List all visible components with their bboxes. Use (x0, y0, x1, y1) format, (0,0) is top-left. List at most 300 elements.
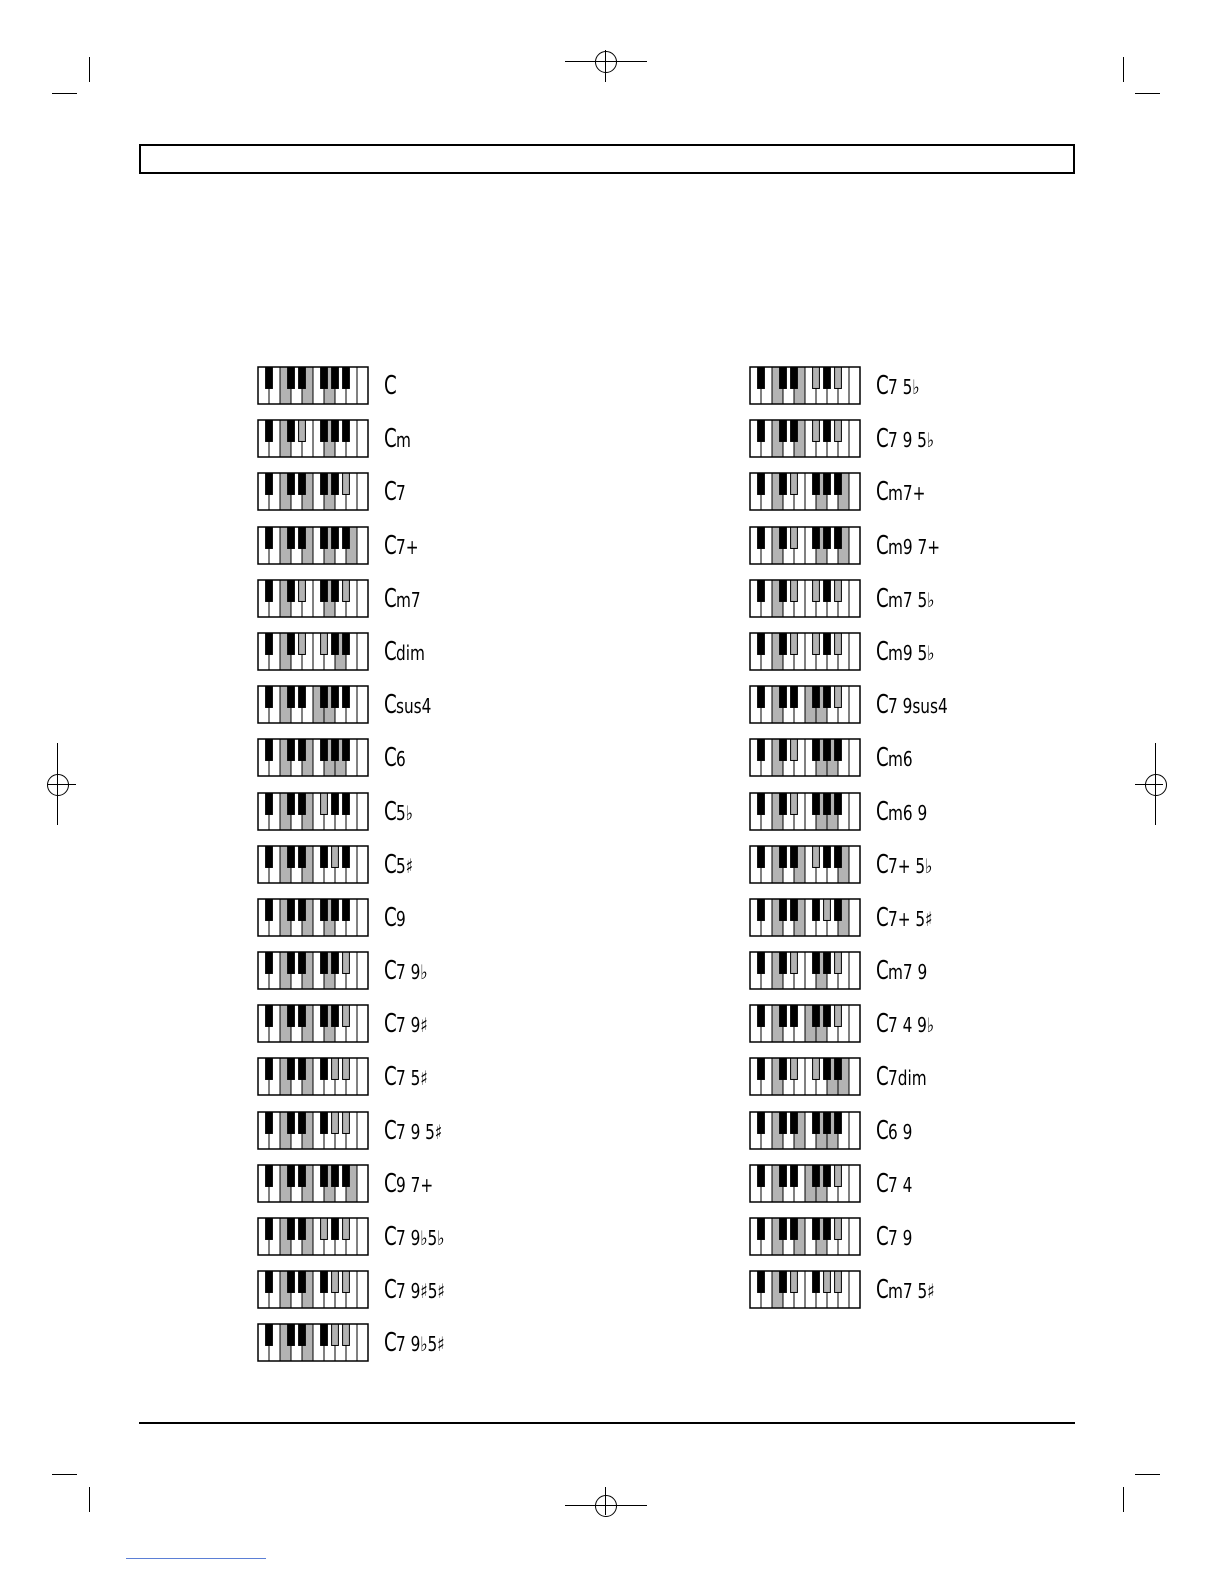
chord-entry (749, 898, 1049, 951)
chord-entry (749, 1217, 1049, 1270)
black-key (332, 686, 339, 707)
chord-root: C (876, 530, 889, 561)
black-key (343, 1165, 350, 1186)
white-key (849, 1112, 860, 1149)
keyboard-diagram (257, 685, 369, 724)
black-key (288, 527, 295, 548)
white-key (357, 1112, 368, 1149)
black-key (824, 1165, 831, 1186)
black-key (288, 367, 295, 388)
white-key (849, 952, 860, 989)
black-key (813, 367, 820, 388)
black-key (824, 686, 831, 707)
chord-entry (749, 1111, 1049, 1164)
black-key (791, 1112, 798, 1133)
keyboard-diagram (257, 738, 369, 777)
black-key (780, 1058, 787, 1079)
chord-entry (257, 1164, 557, 1217)
chord-name (876, 477, 932, 507)
keyboard-diagram (749, 898, 861, 937)
black-key (780, 739, 787, 760)
black-key (824, 899, 831, 920)
black-key (824, 1218, 831, 1239)
chord-suffix: 6 9 (888, 1119, 913, 1144)
chord-root: C (384, 424, 397, 455)
keyboard-diagram (749, 1164, 861, 1203)
black-key (835, 1271, 842, 1292)
white-key (357, 1165, 368, 1202)
black-key (266, 1005, 273, 1026)
black-key (288, 952, 295, 973)
black-key (835, 952, 842, 973)
chord-suffix: 7 9♭5♯ (396, 1332, 446, 1357)
chord-name (384, 1328, 454, 1358)
black-key (332, 793, 339, 814)
black-key (343, 1058, 350, 1079)
white-key (357, 686, 368, 723)
black-key (299, 686, 306, 707)
chord-suffix: 7 (396, 481, 407, 506)
black-key (332, 1005, 339, 1026)
black-key (780, 473, 787, 494)
black-key (824, 367, 831, 388)
white-key (357, 1271, 368, 1308)
black-key (758, 1218, 765, 1239)
white-key (849, 1271, 860, 1308)
black-key (321, 1005, 328, 1026)
chord-entry (257, 1270, 557, 1323)
chord-name (384, 424, 414, 454)
black-key (835, 580, 842, 601)
chord-suffix: m9 5♭ (888, 640, 935, 665)
black-key (321, 367, 328, 388)
black-key (321, 1112, 328, 1133)
black-key (813, 473, 820, 494)
chord-root: C (384, 371, 397, 401)
black-key (343, 686, 350, 707)
black-key (299, 580, 306, 601)
chord-name (876, 956, 934, 986)
black-key (835, 1112, 842, 1133)
keyboard-diagram (749, 738, 861, 777)
black-key (321, 739, 328, 760)
chord-root: C (876, 1062, 889, 1093)
chord-root: C (876, 371, 889, 401)
black-key (824, 473, 831, 494)
chord-name (876, 1009, 943, 1039)
black-key (343, 952, 350, 973)
black-key (343, 1005, 350, 1026)
crop-mark (89, 57, 90, 82)
chord-suffix: m7 (396, 587, 421, 612)
chord-root: C (876, 902, 889, 933)
black-key (266, 793, 273, 814)
chord-suffix: 7 9♭ (396, 960, 428, 985)
white-key (849, 899, 860, 936)
black-key (813, 1218, 820, 1239)
black-key (813, 1058, 820, 1079)
chord-name (384, 1116, 451, 1146)
black-key (758, 793, 765, 814)
keyboard-diagram (257, 1164, 369, 1203)
black-key (266, 1058, 273, 1079)
chord-entry (257, 845, 557, 898)
black-key (343, 899, 350, 920)
keyboard-diagram (749, 1270, 861, 1309)
keyboard-diagram (749, 951, 861, 990)
black-key (824, 527, 831, 548)
keyboard-diagram (749, 1111, 861, 1150)
black-key (266, 1165, 273, 1186)
chord-entry (257, 1004, 557, 1057)
white-key (849, 1165, 860, 1202)
black-key (791, 1218, 798, 1239)
chord-suffix: 7+ 5♭ (888, 853, 933, 878)
chord-suffix: 7 9 5♯ (396, 1119, 443, 1144)
black-key (835, 367, 842, 388)
black-key (758, 1058, 765, 1079)
chord-suffix: m7 5♭ (888, 587, 935, 612)
chord-suffix: m (396, 428, 412, 453)
keyboard-diagram (749, 579, 861, 618)
black-key (813, 1112, 820, 1133)
black-key (332, 633, 339, 654)
black-key (321, 633, 328, 654)
chord-name (384, 637, 430, 667)
chord-name (876, 424, 943, 454)
chord-column-left (257, 366, 557, 1377)
chord-root: C (384, 1062, 397, 1093)
black-key (791, 633, 798, 654)
black-key (299, 1165, 306, 1186)
chord-entry (749, 632, 1049, 685)
black-key (332, 1324, 339, 1345)
chord-name (384, 1222, 453, 1252)
chord-entry (257, 1217, 557, 1270)
black-key (835, 420, 842, 441)
black-key (321, 1218, 328, 1239)
black-key (321, 580, 328, 601)
black-key (824, 793, 831, 814)
black-key (758, 1005, 765, 1026)
chord-root: C (876, 636, 889, 667)
chord-entry (257, 792, 557, 845)
keyboard-diagram (749, 632, 861, 671)
black-key (332, 1218, 339, 1239)
black-key (758, 952, 765, 973)
black-key (266, 473, 273, 494)
chord-suffix: m6 9 (888, 800, 928, 825)
chord-suffix: 5♭ (396, 800, 414, 825)
black-key (343, 1112, 350, 1133)
keyboard-diagram (257, 1004, 369, 1043)
black-key (321, 1271, 328, 1292)
black-key (343, 739, 350, 760)
chord-suffix: 7 9sus4 (888, 694, 949, 719)
black-key (835, 1165, 842, 1186)
black-key (758, 739, 765, 760)
black-key (332, 952, 339, 973)
chord-suffix: 7 9♯5♯ (396, 1279, 446, 1304)
keyboard-diagram (749, 685, 861, 724)
black-key (321, 899, 328, 920)
black-key (299, 739, 306, 760)
chord-entry (257, 738, 557, 791)
black-key (321, 846, 328, 867)
black-key (835, 473, 842, 494)
chord-root: C (384, 530, 397, 561)
chord-root: C (876, 1275, 889, 1306)
black-key (343, 846, 350, 867)
black-key (343, 367, 350, 388)
black-key (758, 580, 765, 601)
footer-rule (139, 1422, 1075, 1424)
black-key (813, 420, 820, 441)
black-key (266, 527, 273, 548)
chord-suffix: 7dim (888, 1066, 927, 1091)
black-key (780, 952, 787, 973)
chord-entry (257, 1057, 557, 1110)
keyboard-diagram (257, 419, 369, 458)
chord-root: C (384, 1009, 397, 1040)
chord-name (876, 1222, 917, 1252)
black-key (343, 473, 350, 494)
black-key (791, 739, 798, 760)
black-key (813, 952, 820, 973)
chord-root: C (876, 1115, 889, 1146)
black-key (321, 1324, 328, 1345)
black-key (824, 846, 831, 867)
chord-root: C (384, 636, 397, 667)
black-key (343, 527, 350, 548)
crop-mark (89, 1487, 90, 1512)
black-key (835, 899, 842, 920)
crop-mark (52, 93, 77, 94)
chord-name (876, 1275, 943, 1305)
chord-entry (257, 632, 557, 685)
black-key (299, 952, 306, 973)
black-key (791, 846, 798, 867)
chord-suffix: 7 4 (888, 1172, 913, 1197)
black-key (791, 420, 798, 441)
chord-root: C (384, 1115, 397, 1146)
black-key (824, 739, 831, 760)
black-key (266, 367, 273, 388)
chord-entry (749, 845, 1049, 898)
keyboard-diagram (257, 1057, 369, 1096)
black-key (758, 686, 765, 707)
black-key (343, 420, 350, 441)
white-key (849, 739, 860, 776)
black-key (299, 1324, 306, 1345)
chord-entry (257, 419, 557, 472)
black-key (791, 1271, 798, 1292)
chord-name (384, 531, 423, 561)
chord-column-right (749, 366, 1049, 1323)
black-key (758, 633, 765, 654)
chord-suffix: 6 (396, 747, 407, 772)
black-key (321, 527, 328, 548)
black-key (288, 686, 295, 707)
black-key (758, 1271, 765, 1292)
black-key (791, 899, 798, 920)
chord-entry (749, 472, 1049, 525)
chord-suffix: sus4 (396, 694, 432, 719)
chord-entry (257, 579, 557, 632)
chord-suffix: 9 7+ (396, 1172, 434, 1197)
chord-suffix: 5♯ (396, 853, 414, 878)
black-key (824, 952, 831, 973)
white-key (849, 1005, 860, 1042)
black-key (791, 1058, 798, 1079)
black-key (299, 1005, 306, 1026)
keyboard-diagram (257, 792, 369, 831)
black-key (266, 899, 273, 920)
white-key (357, 739, 368, 776)
black-key (791, 793, 798, 814)
black-key (835, 686, 842, 707)
white-key (357, 473, 368, 510)
chord-name (384, 477, 408, 507)
black-key (791, 952, 798, 973)
white-key (849, 420, 860, 457)
chord-entry (749, 366, 1049, 419)
chord-name (384, 371, 396, 401)
black-key (780, 633, 787, 654)
black-key (835, 527, 842, 548)
keyboard-diagram (257, 526, 369, 565)
black-key (813, 686, 820, 707)
chord-entry (749, 951, 1049, 1004)
black-key (299, 1271, 306, 1292)
black-key (780, 580, 787, 601)
white-key (357, 846, 368, 883)
keyboard-diagram (749, 526, 861, 565)
black-key (299, 420, 306, 441)
black-key (321, 473, 328, 494)
black-key (266, 1324, 273, 1345)
white-key (357, 367, 368, 404)
black-key (835, 1058, 842, 1079)
chord-name (384, 1009, 434, 1039)
black-key (835, 1218, 842, 1239)
black-key (824, 1271, 831, 1292)
chord-root: C (384, 1222, 397, 1252)
black-key (288, 1005, 295, 1026)
keyboard-diagram (749, 845, 861, 884)
chord-entry (257, 1323, 557, 1376)
black-key (835, 633, 842, 654)
chord-suffix: 7 9♯ (396, 1013, 429, 1038)
black-key (813, 846, 820, 867)
crop-mark (1123, 1487, 1124, 1512)
white-key (849, 367, 860, 404)
chord-name (876, 850, 941, 880)
white-key (357, 952, 368, 989)
black-key (332, 527, 339, 548)
black-key (813, 793, 820, 814)
black-key (299, 1058, 306, 1079)
black-key (780, 420, 787, 441)
white-key (849, 580, 860, 617)
white-key (849, 686, 860, 723)
keyboard-diagram (749, 472, 861, 511)
chord-suffix: 7 9 (888, 1226, 913, 1250)
black-key (824, 1005, 831, 1026)
black-key (299, 527, 306, 548)
chord-name (384, 1169, 440, 1199)
black-key (780, 367, 787, 388)
chord-name (876, 584, 943, 614)
chord-root: C (384, 849, 397, 880)
white-key (357, 1324, 368, 1361)
black-key (758, 473, 765, 494)
chord-suffix: 7 9♭5♭ (396, 1226, 445, 1250)
chord-root: C (876, 1009, 889, 1040)
black-key (332, 420, 339, 441)
chord-name (384, 584, 425, 614)
black-key (288, 739, 295, 760)
black-key (299, 846, 306, 867)
white-key (357, 1005, 368, 1042)
black-key (824, 633, 831, 654)
chord-name (384, 743, 408, 773)
chord-suffix: m7 5♯ (888, 1279, 935, 1304)
black-key (266, 580, 273, 601)
black-key (332, 739, 339, 760)
black-key (835, 739, 842, 760)
chord-suffix: 7 4 9♭ (888, 1013, 935, 1038)
chord-suffix: 7+ (396, 534, 419, 559)
chord-name (876, 637, 943, 667)
chord-name (384, 850, 417, 880)
keyboard-diagram (257, 845, 369, 884)
white-key (849, 793, 860, 830)
chord-suffix: m7+ (888, 481, 926, 506)
white-key (849, 473, 860, 510)
black-key (288, 846, 295, 867)
chord-entry (749, 792, 1049, 845)
keyboard-diagram (257, 951, 369, 990)
keyboard-diagram (257, 1217, 369, 1256)
chord-entry (257, 526, 557, 579)
chord-suffix: 7 5♯ (396, 1066, 429, 1091)
chord-name (876, 903, 941, 933)
black-key (780, 686, 787, 707)
chord-name (876, 690, 959, 720)
keyboard-diagram (749, 1057, 861, 1096)
chord-root: C (876, 690, 889, 721)
black-key (321, 686, 328, 707)
black-key (758, 846, 765, 867)
chord-suffix: 7 5♭ (888, 375, 920, 399)
black-key (332, 899, 339, 920)
chord-entry (749, 738, 1049, 791)
crop-mark (1135, 1474, 1160, 1475)
keyboard-diagram (749, 1004, 861, 1043)
black-key (266, 1112, 273, 1133)
white-key (357, 1218, 368, 1255)
chord-root: C (876, 849, 889, 880)
black-key (780, 899, 787, 920)
white-key (849, 527, 860, 564)
chord-entry (257, 685, 557, 738)
chord-root: C (384, 690, 397, 721)
black-key (343, 1218, 350, 1239)
black-key (299, 793, 306, 814)
chord-root: C (384, 956, 397, 987)
black-key (299, 367, 306, 388)
